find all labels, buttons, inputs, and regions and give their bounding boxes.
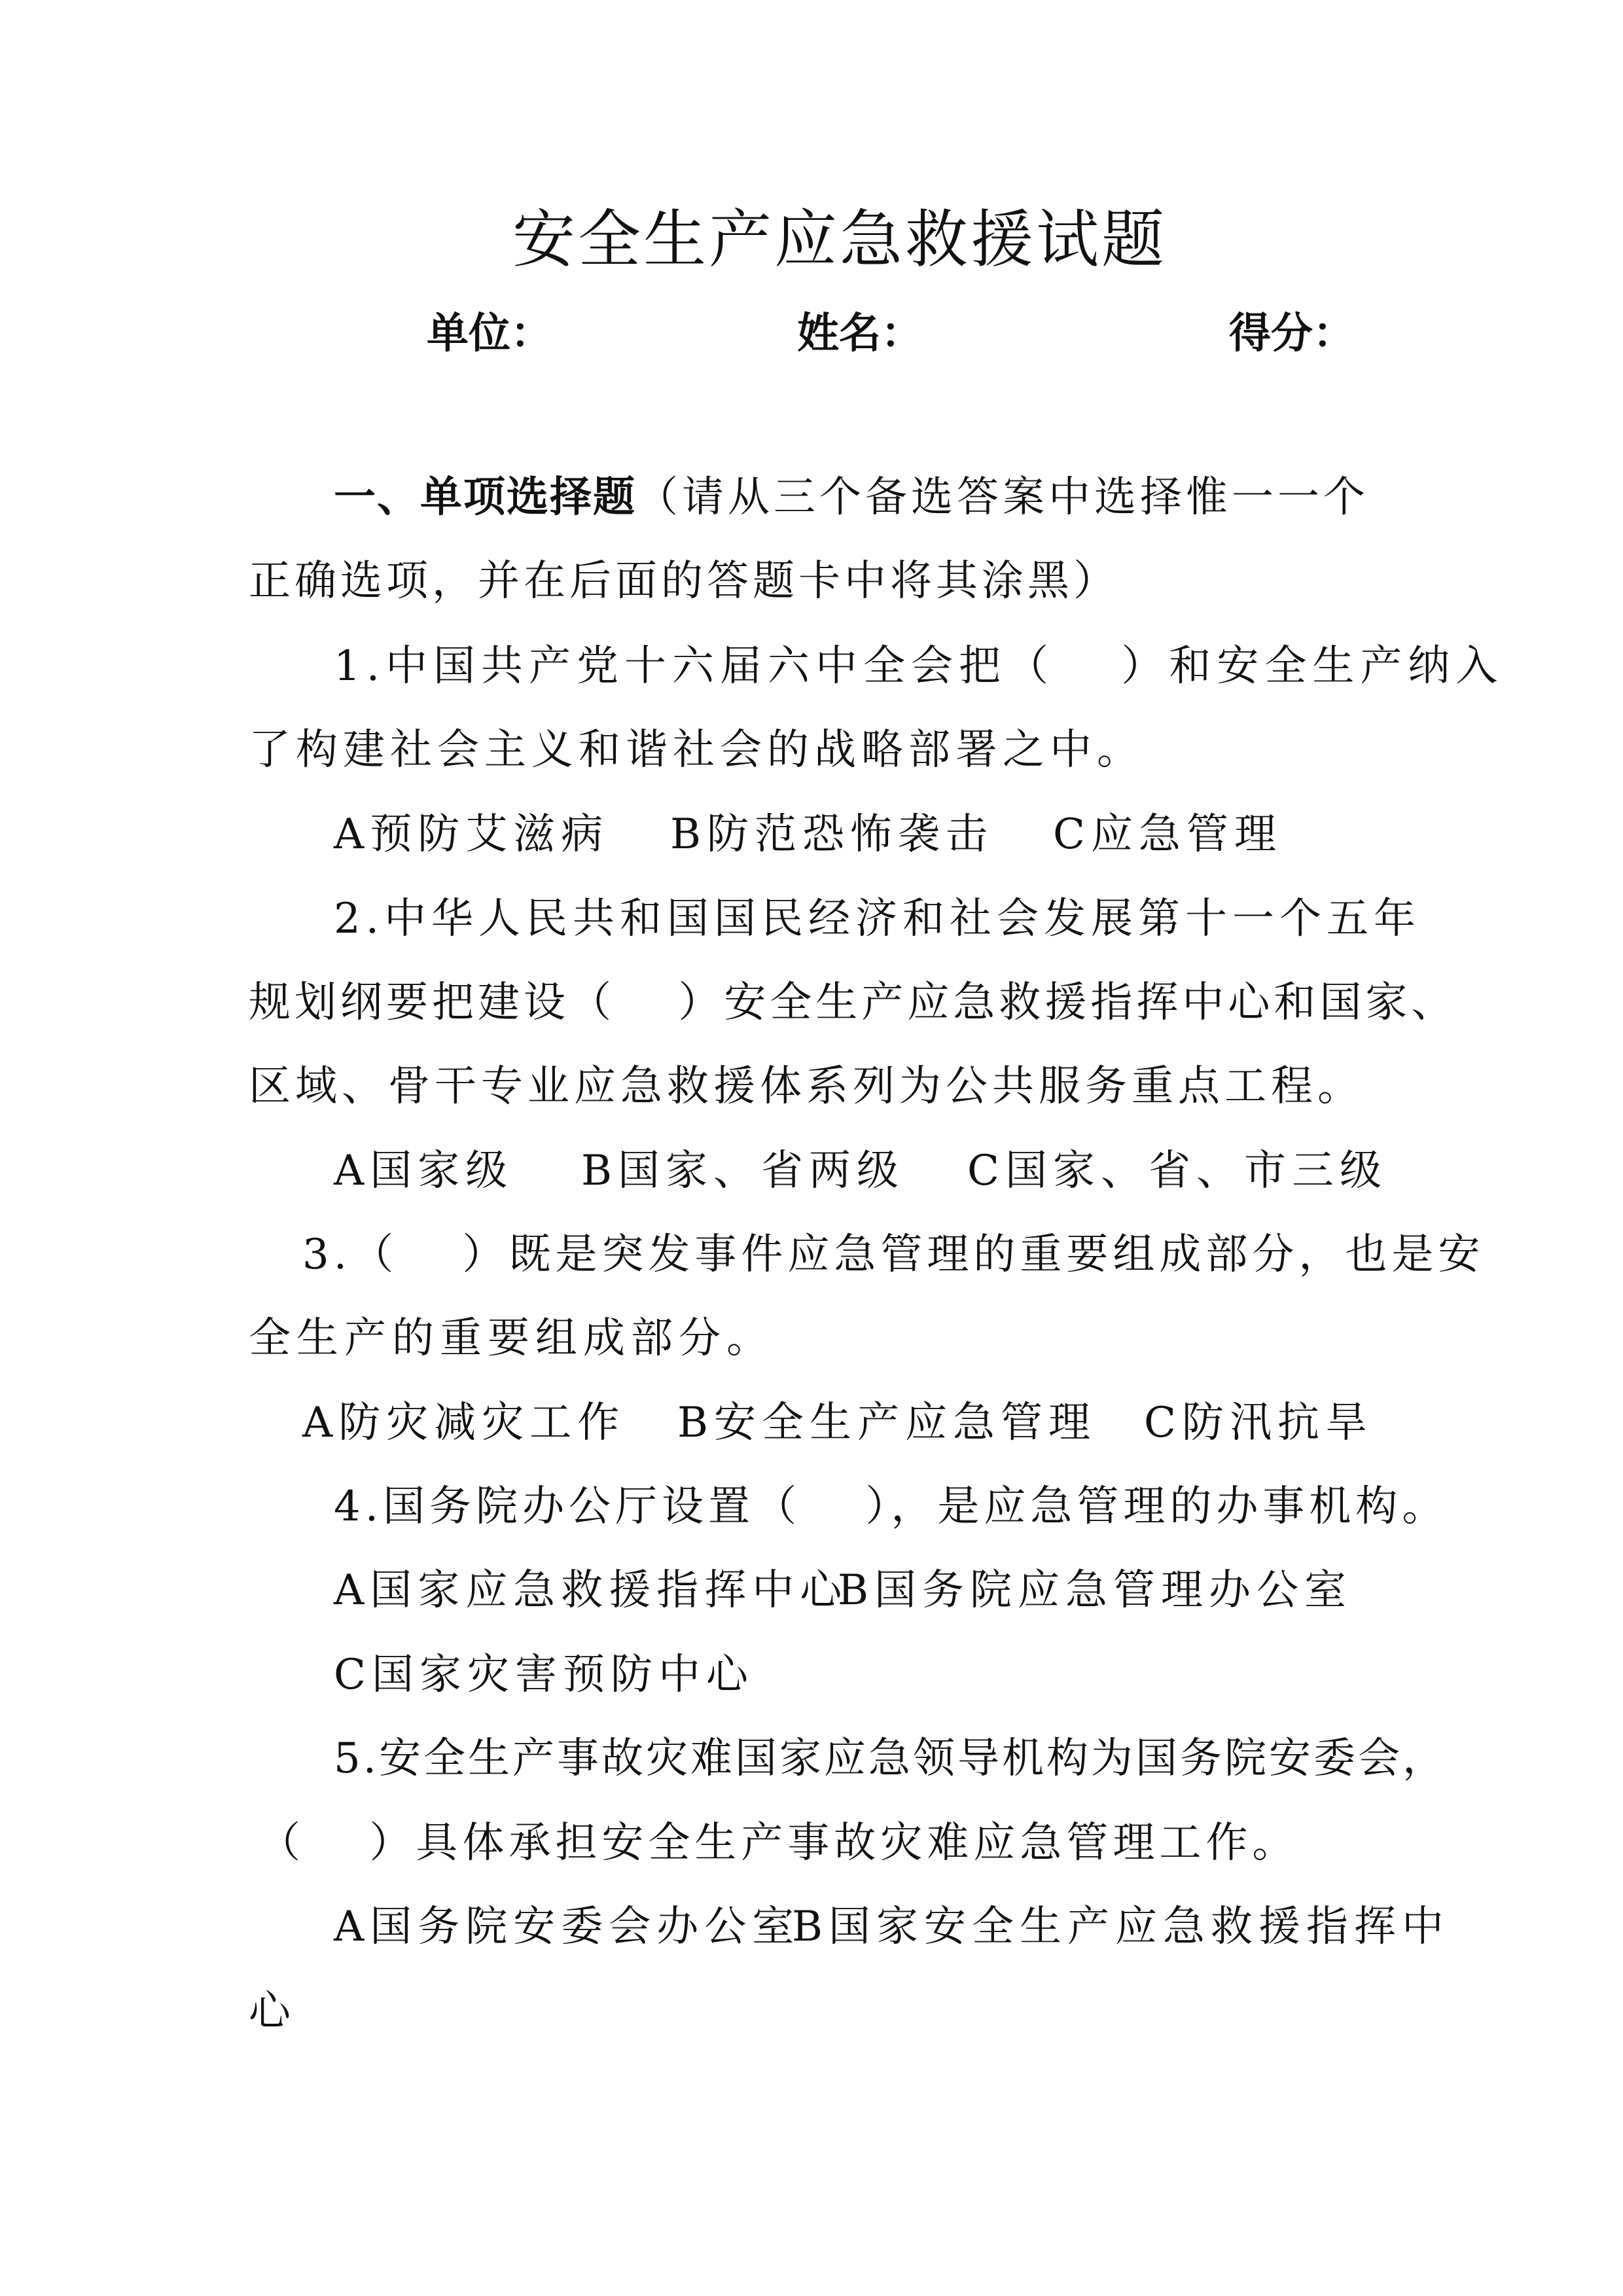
question-3-option-b: B安全生产应急管理: [677, 1399, 1097, 1447]
page-title: 安全生产应急救援试题: [512, 203, 1167, 276]
section-heading: 一、单项选择题: [334, 473, 636, 522]
unit-label: 单位：: [427, 310, 552, 358]
question-5-option-b-continued: 心: [249, 1987, 296, 2036]
question-5-option-b: B国家安全生产应急救援指挥中: [792, 1903, 1450, 1951]
question-2-option-a: A国家级: [334, 1147, 514, 1195]
question-2-options: [334, 1147, 1387, 1195]
section-instruction-1: （请从三个备选答案中选择惟一一个: [636, 473, 1369, 522]
question-1-option-b: B防范恐怖袭击: [670, 810, 994, 859]
question-4-options-row-1: [334, 1566, 1353, 1615]
question-5-line-2: （ ）具体承担安全生产事故灾难应急管理工作。: [259, 1819, 1299, 1867]
question-4-option-b: B国务院应急管理办公室: [838, 1566, 1353, 1615]
score-label: 得分：: [1229, 310, 1355, 358]
question-2-option-b: B国家、省两级: [581, 1147, 905, 1195]
question-1-line-2: 了构建社会主义和谐社会的战略部署之中。: [249, 726, 1144, 774]
question-3-option-a: A防灾减灾工作: [302, 1399, 626, 1447]
question-1-line-1: 1.中国共产党十六届六中全会把（ ）和安全生产纳入: [334, 642, 1504, 691]
question-1-option-c: C应急管理: [1053, 810, 1282, 859]
question-4-line-1: 4.国务院办公厅设置（ ），是应急管理的办事机构。: [334, 1482, 1449, 1531]
question-3-line-2: 全生产的重要组成部分。: [249, 1314, 774, 1363]
question-3-options: [302, 1399, 1373, 1447]
question-2-line-2: 规划纲要把建设（ ）安全生产应急救援指挥中心和国家、: [249, 978, 1457, 1027]
question-4-option-a: A国家应急救援指挥中心: [334, 1566, 848, 1615]
question-1-option-a: A预防艾滋病: [334, 810, 609, 859]
name-label: 姓名：: [797, 310, 923, 358]
question-3-option-c: C防汛抗旱: [1144, 1399, 1373, 1447]
question-5-line-1: 5.安全生产事故灾难国家应急领导机构为国务院安委会，: [334, 1734, 1448, 1783]
question-1-options: [334, 810, 1282, 859]
question-4-option-c: C国家灾害预防中心: [334, 1651, 754, 1699]
question-5-options-row-1: [334, 1903, 1450, 1951]
question-2-line-1: 2.中华人民共和国国民经济和社会发展第十一个五年: [334, 895, 1421, 943]
question-2-option-c: C国家、省、市三级: [967, 1147, 1387, 1195]
question-3-line-1: 3.（ ）既是突发事件应急管理的重要组成部分，也是安: [302, 1230, 1485, 1279]
section-instruction-2: 正确选项，并在后面的答题卡中将其涂黑）: [249, 557, 1119, 605]
question-2-line-3: 区域、骨干专业应急救援体系列为公共服务重点工程。: [249, 1062, 1364, 1111]
question-5-option-a: A国务院安委会办公室: [334, 1903, 800, 1951]
section-heading-line: [334, 473, 1369, 522]
